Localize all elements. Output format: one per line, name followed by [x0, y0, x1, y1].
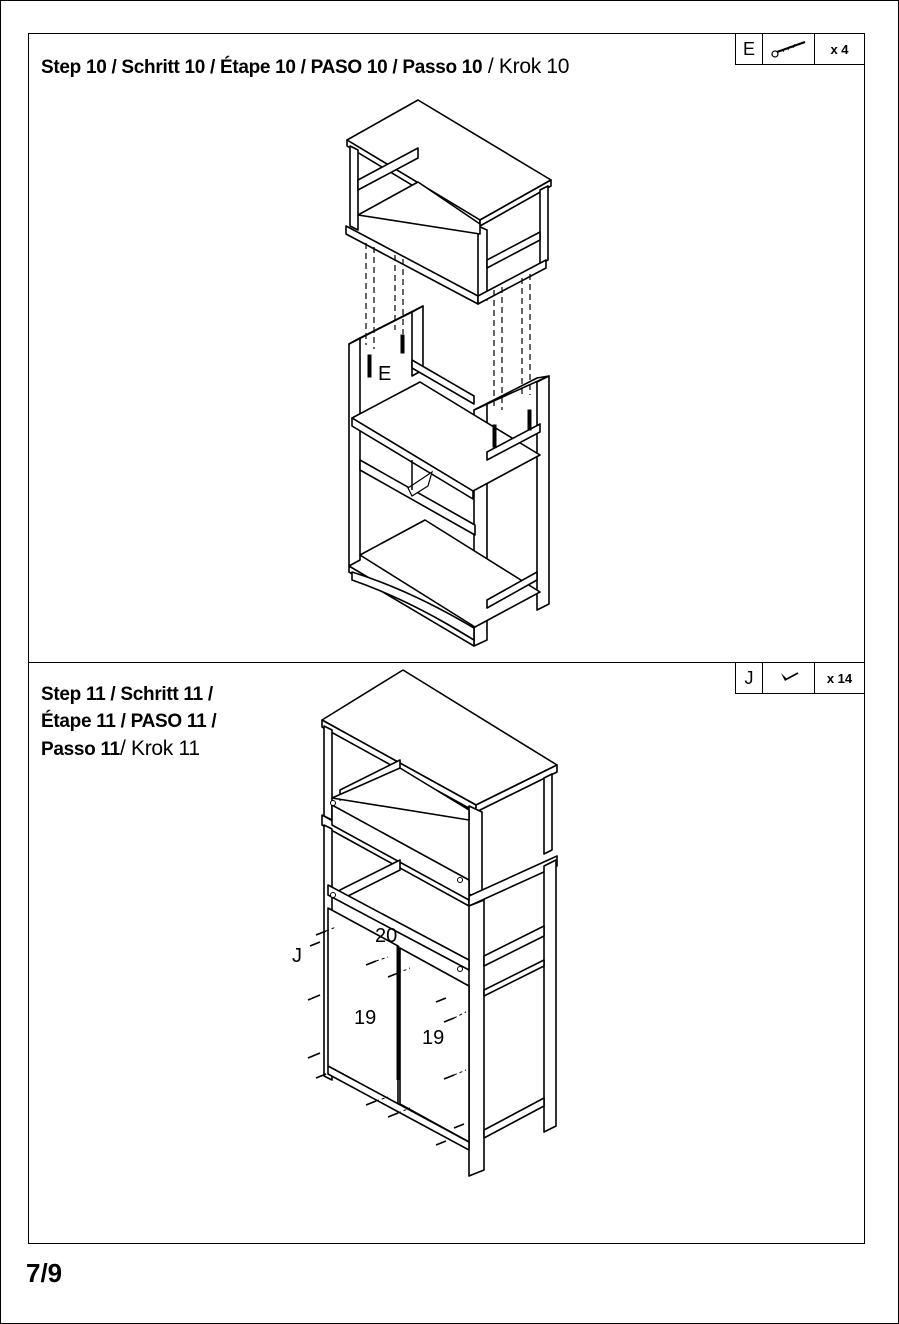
step-11-title-line3-bold: Passo 11	[41, 739, 120, 760]
page-number: 7/9	[26, 1258, 63, 1288]
step-11-title-line2: Étape 11 / PASO 11 /	[41, 711, 217, 732]
left-door-19-callout: 19	[354, 1007, 377, 1029]
step-11-title-line3-thin: / Krok 11	[119, 737, 200, 760]
step-10-part-letter: E	[736, 34, 763, 64]
step-11-title-line1: Step 11 / Schritt 11 /	[41, 684, 213, 705]
step-11-part-qty: x 14	[826, 670, 853, 686]
step-10-part-qty: x 4	[830, 41, 849, 57]
front-right-leg	[469, 900, 484, 1176]
step-11-screw-callout: J	[292, 945, 302, 967]
step-11-part-letter: J	[736, 663, 763, 693]
step-10-title-bold: Step 10 / Schritt 10 / Étape 10 / PASO 10 / Passo 10	[41, 57, 483, 78]
step-10-screw-callout: E	[378, 363, 392, 385]
panel-20-callout: 20	[375, 925, 398, 947]
right-door-19-callout: 19	[422, 1027, 445, 1049]
step-10-title-thin: / Krok 10	[482, 55, 570, 78]
